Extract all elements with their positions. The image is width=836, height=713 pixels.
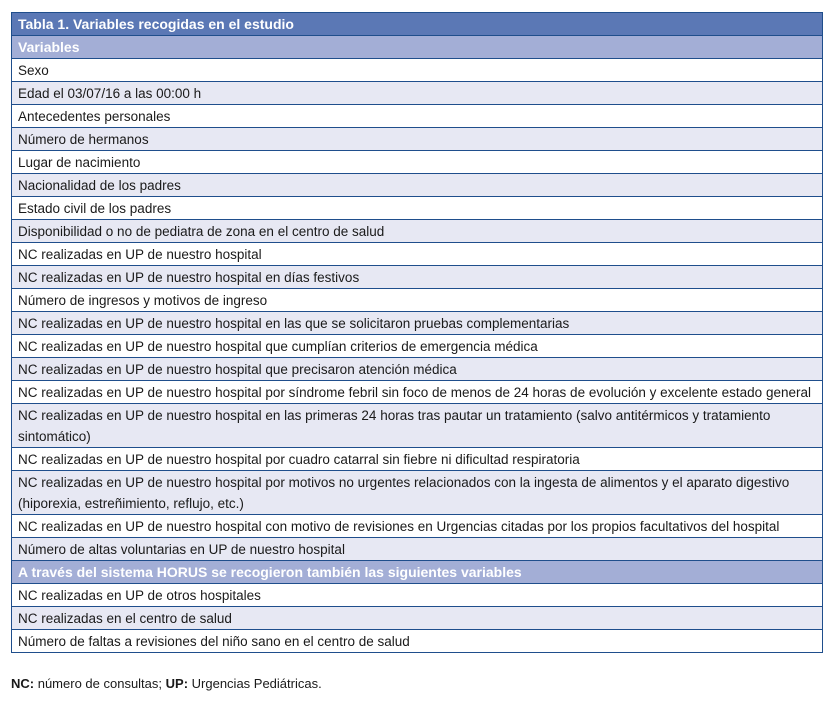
table-header: Variables (12, 36, 822, 59)
variables-table (11, 12, 823, 653)
table-row: NC realizadas en UP de nuestro hospital por cuadro catarral sin fiebre ni dificultad respiratoria (12, 448, 822, 471)
table-row: NC realizadas en UP de nuestro hospital en las que se solicitaron pruebas complementarias (12, 312, 822, 335)
table-row: NC realizadas en UP de nuestro hospital que precisaron atención médica (12, 358, 822, 381)
table-title: Tabla 1. Variables recogidas en el estudio (12, 12, 822, 36)
table-row: NC realizadas en el centro de salud (12, 607, 822, 630)
table-row: NC realizadas en UP de nuestro hospital en días festivos (12, 266, 822, 289)
table-row: NC realizadas en UP de otros hospitales (12, 584, 822, 607)
table-row: Disponibilidad o no de pediatra de zona en el centro de salud (12, 220, 822, 243)
footnote-abbr-up: UP: (165, 676, 189, 691)
table-footnote (11, 676, 322, 691)
table-row: NC realizadas en UP de nuestro hospital con motivo de revisiones en Urgencias citadas por los propios facultativos del hospital (12, 515, 822, 538)
table-row: Número de faltas a revisiones del niño sano en el centro de salud (12, 630, 822, 652)
footnote-def-up: Urgencias Pediátricas. (188, 676, 322, 691)
table-row: Número de altas voluntarias en UP de nuestro hospital (12, 538, 822, 561)
table-row: Estado civil de los padres (12, 197, 822, 220)
footnote-abbr-nc: NC: (11, 676, 35, 691)
table-subheader: A través del sistema HORUS se recogieron también las siguientes variables (12, 561, 822, 584)
table-row: Número de hermanos (12, 128, 822, 151)
table-row: NC realizadas en UP de nuestro hospital por motivos no urgentes relacionados con la ingesta de alimentos y el aparato digestivo (hiporexia, estreñimiento, reflujo, etc.) (12, 471, 822, 515)
table-row: Nacionalidad de los padres (12, 174, 822, 197)
table-row: Antecedentes personales (12, 105, 822, 128)
footnote-def-nc: número de consultas; (34, 676, 166, 691)
table-row: Edad el 03/07/16 a las 00:00 h (12, 82, 822, 105)
table-row: Sexo (12, 59, 822, 82)
table-row: Lugar de nacimiento (12, 151, 822, 174)
table-row: NC realizadas en UP de nuestro hospital en las primeras 24 horas tras pautar un tratamiento (salvo antitérmicos y tratamiento sintomático) (12, 404, 822, 448)
table-row: NC realizadas en UP de nuestro hospital por síndrome febril sin foco de menos de 24 horas de evolución y excelente estado general (12, 381, 822, 404)
table-row: Número de ingresos y motivos de ingreso (12, 289, 822, 312)
table-row: NC realizadas en UP de nuestro hospital (12, 243, 822, 266)
table-row: NC realizadas en UP de nuestro hospital que cumplían criterios de emergencia médica (12, 335, 822, 358)
